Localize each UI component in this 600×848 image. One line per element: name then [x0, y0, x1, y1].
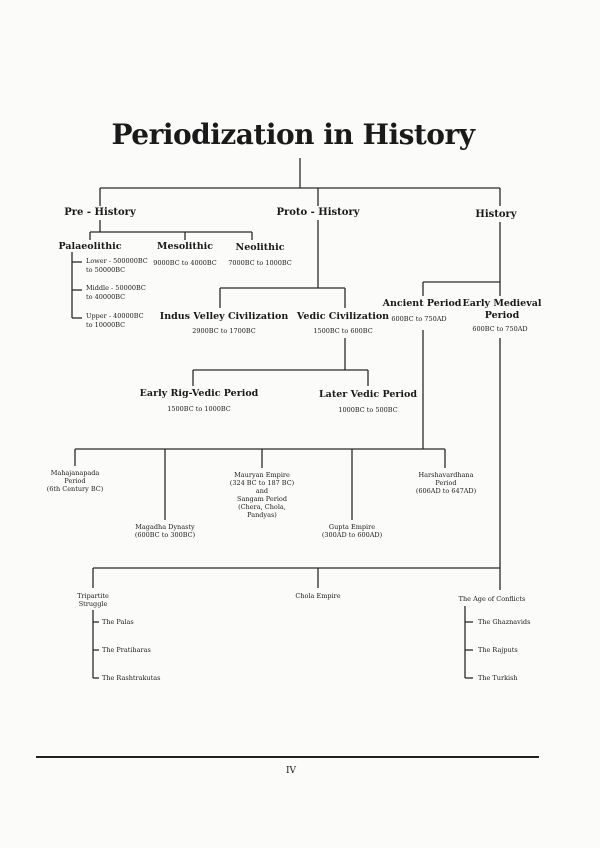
palaeolithic-phase-upper: Upper - 40000BC to 10000BC	[86, 312, 144, 329]
ancient-period-node: Ancient Period	[382, 298, 462, 309]
palaeolithic-node: Palaeolithic	[58, 241, 122, 252]
history-node: History	[475, 209, 517, 220]
mesolithic-date: 9000BC to 4000BC	[153, 259, 217, 267]
rajputs-item: The Rajputs	[478, 646, 518, 654]
gupta-node: Gupta Empire (300AD to 600AD)	[321, 523, 383, 539]
magadha-node: Magadha Dynasty (600BC to 300BC)	[134, 523, 196, 539]
pratiharas-item: The Pratiharas	[102, 646, 151, 654]
vedic-node: Vedic Civilization	[296, 311, 390, 322]
palaeolithic-phase-lower: Lower - 500000BC to 50000BC	[86, 257, 148, 274]
ancient-period-date: 600BC to 750AD	[391, 315, 447, 323]
indus-valley-node: Indus Velley Civilization	[159, 311, 289, 322]
footer-rule	[36, 756, 539, 758]
turkish-item: The Turkish	[478, 674, 518, 682]
page-number: IV	[286, 766, 297, 776]
tripartite-struggle-node: Tripartite Struggle	[77, 592, 109, 608]
neolithic-node: Neolithic	[235, 242, 285, 253]
indus-valley-date: 2900BC to 1700BC	[192, 327, 256, 335]
neolithic-date: 7000BC to 1000BC	[228, 259, 292, 267]
early-medieval-date: 600BC to 750AD	[472, 325, 528, 333]
harshavardhana-node: Harshavardhana Period (606AD to 647AD)	[415, 471, 477, 495]
early-medieval-node: Early Medieval Period	[462, 298, 542, 321]
pre-history-node: Pre - History	[64, 207, 136, 218]
palas-item: The Palas	[102, 618, 134, 626]
early-rig-vedic-node: Early Rig-Vedic Period	[139, 388, 259, 399]
mesolithic-node: Mesolithic	[156, 241, 214, 252]
mahajanapada-node: Mahajanapada Period (6th Century BC)	[46, 469, 104, 493]
chola-empire-node: Chola Empire	[295, 592, 341, 600]
palaeolithic-phase-middle: Middle - 50000BC to 40000BC	[86, 284, 146, 301]
page-title: Periodization in History	[111, 118, 475, 151]
age-of-conflicts-node: The Age of Conflicts	[458, 595, 526, 603]
rashtrakutas-item: The Rashtrakutas	[102, 674, 161, 682]
vedic-date: 1500BC to 600BC	[313, 327, 373, 335]
later-vedic-node: Later Vedic Period	[319, 389, 417, 400]
ghaznavids-item: The Ghaznavids	[478, 618, 531, 626]
proto-history-node: Proto - History	[276, 207, 360, 218]
early-rig-vedic-date: 1500BC to 1000BC	[167, 405, 231, 413]
later-vedic-date: 1000BC to 500BC	[338, 406, 398, 414]
mauryan-sangam-node: Mauryan Empire (324 BC to 187 BC) and Sangam Period (Chera, Chola, Pandyas)	[229, 471, 295, 519]
